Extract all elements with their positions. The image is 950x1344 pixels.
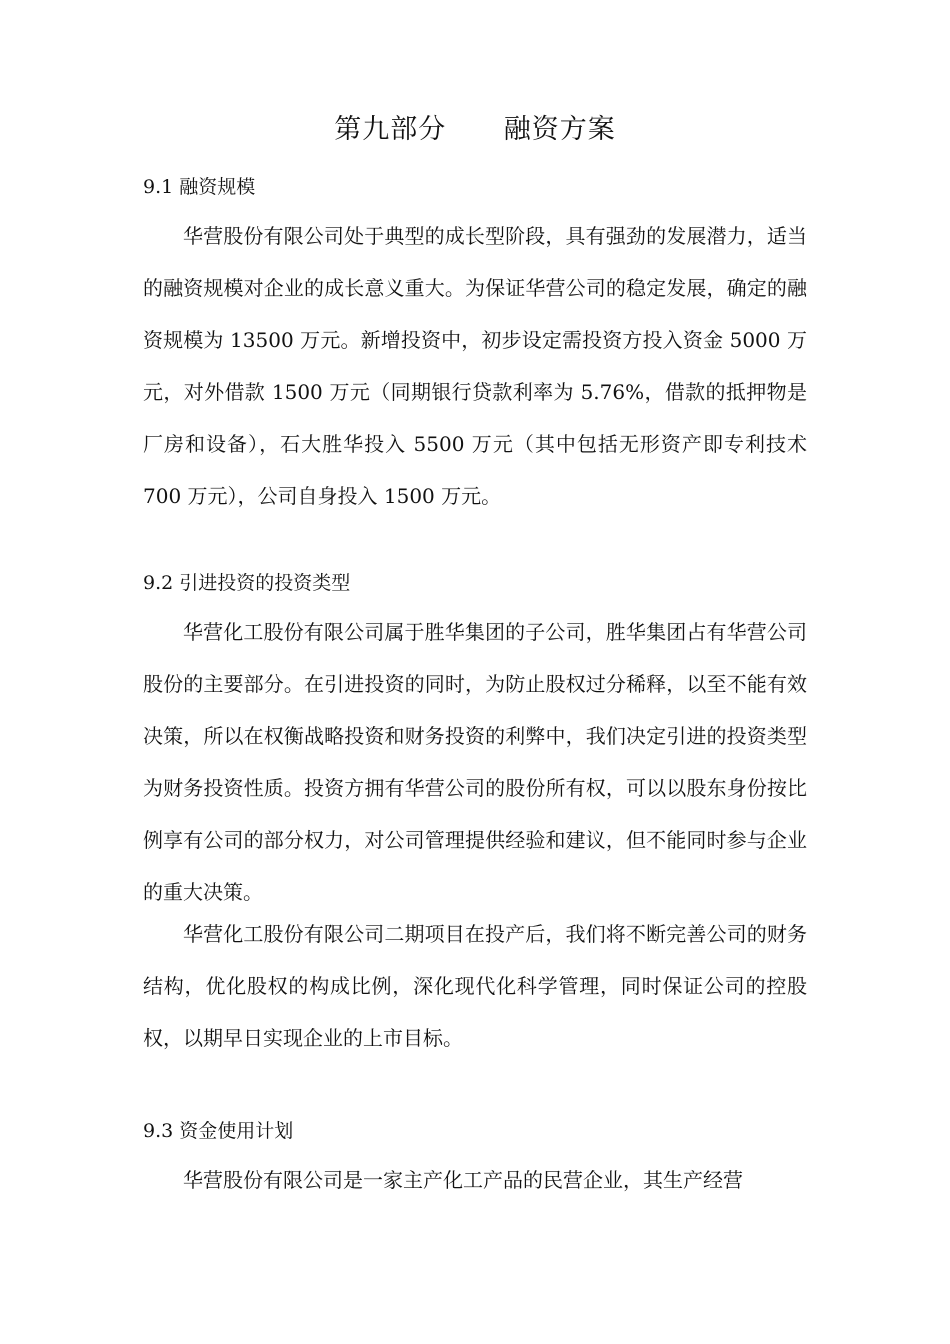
section-heading-9-1: 9.1 融资规模 <box>143 176 256 198</box>
paragraph-9-2-2: 华营化工股份有限公司二期项目在投产后，我们将不断完善公司的财务结构，优化股权的构成比例，深化现代化科学管理，同时保证公司的控股权，以期早日实现企业的上市目标。 <box>143 922 807 1050</box>
section-heading-9-2: 9.2 引进投资的投资类型 <box>143 572 351 594</box>
section-heading-9-3: 9.3 资金使用计划 <box>143 1120 294 1142</box>
page-title: 第九部分 融资方案 <box>334 114 616 145</box>
paragraph-9-2-1: 华营化工股份有限公司属于胜华集团的子公司，胜华集团占有华营公司股份的主要部分。在引进投资的同时，为防止股权过分稀释，以至不能有效决策，所以在权衡战略投资和财务投资的利弊中，我们决定引进的投资类型为财务投资性质。投资方拥有华营公司的股份所有权，可以以股东身份按比例享有公司的部分权力，对公司管理提供经验和建议，但不能同时参与企业的重大决策。 <box>143 620 807 904</box>
paragraph-9-3-1: 华营股份有限公司是一家主产化工产品的民营企业，其生产经营 <box>183 1168 743 1192</box>
paragraph-9-1-1: 华营股份有限公司处于典型的成长型阶段，具有强劲的发展潜力，适当的融资规模对企业的成长意义重大。为保证华营公司的稳定发展，确定的融资规模为 13500 万元。新增投资中，初步设定需投资方投入资金 5000 万元，对外借款 1500 万元（同期银行贷款利率为 5.76%，借款的抵押物是厂房和设备），石大胜华投入 5500 万元（其中包括无形资产即专利技术 700 万元），公司自身投入 1500 万元。 <box>143 224 807 508</box>
